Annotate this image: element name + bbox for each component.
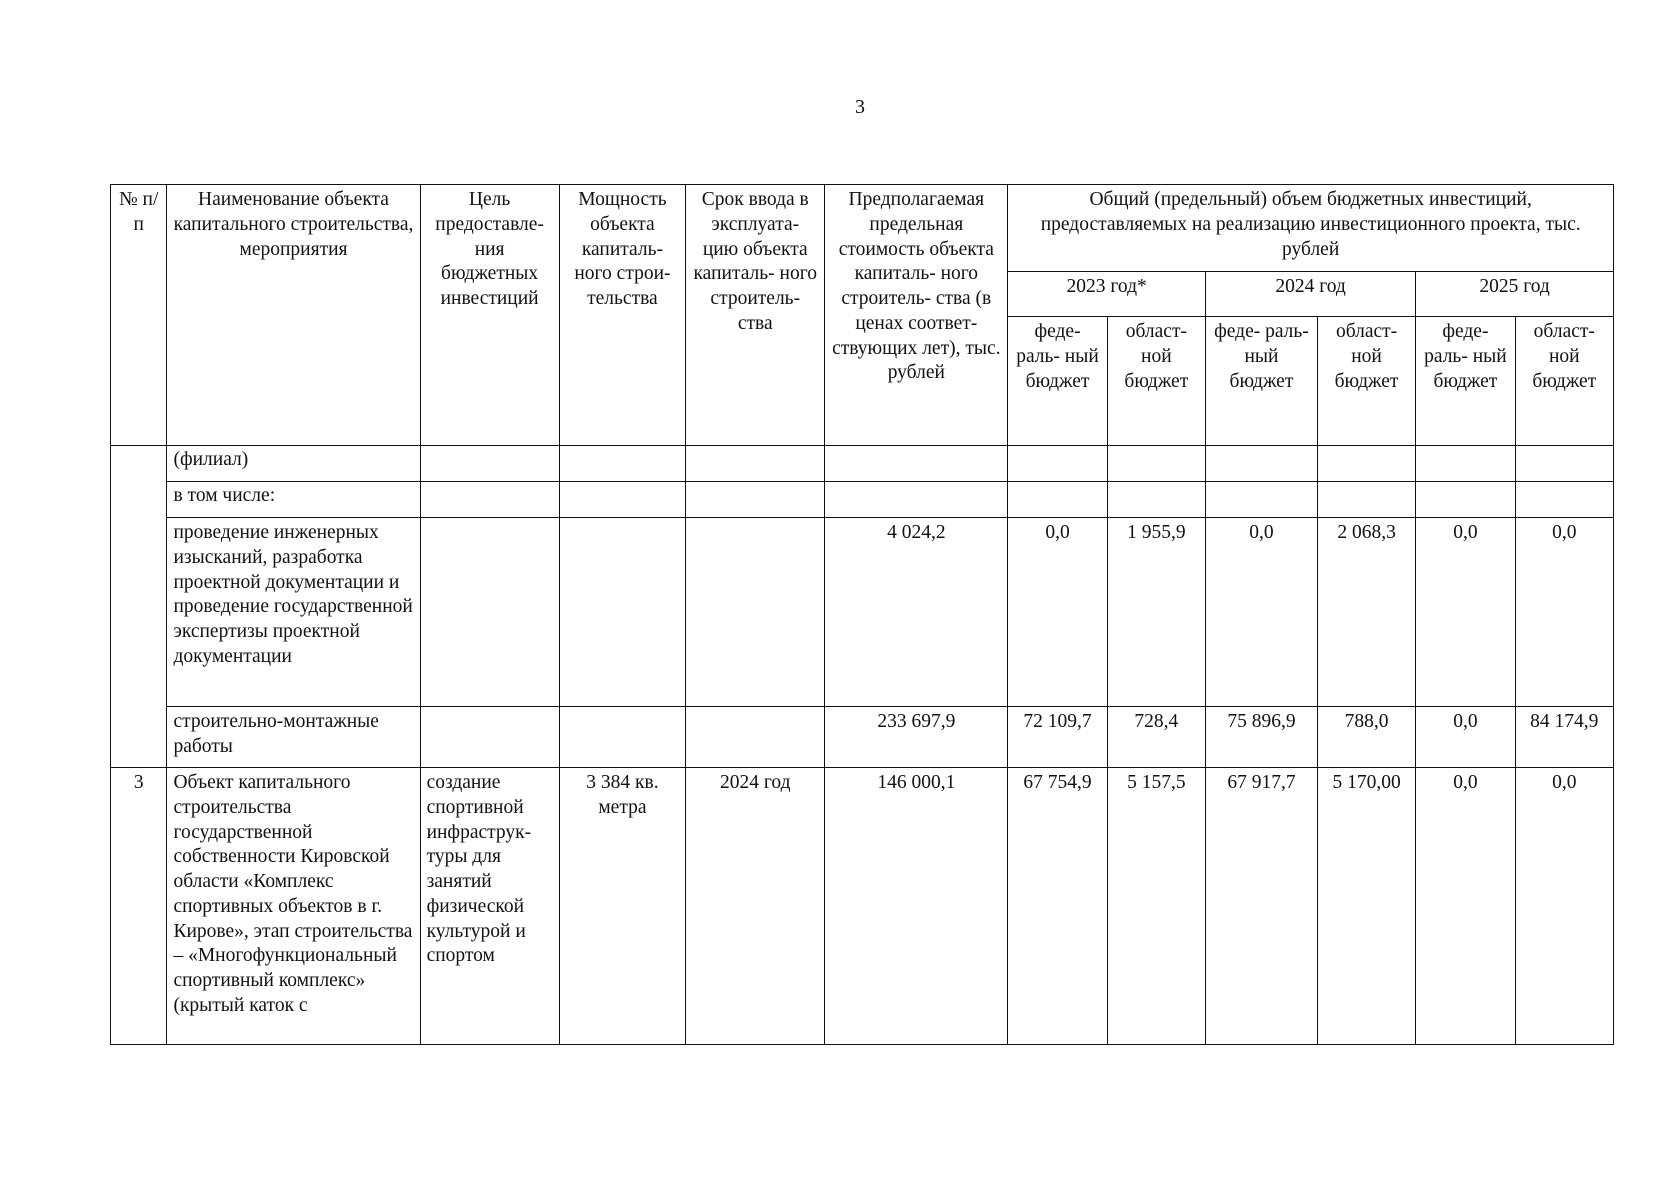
row-name-including: в том числе: (167, 482, 420, 518)
row-name-design: проведение инженерных изысканий, разработка проектной документации и проведение государственной экспертизы проектной документации (167, 518, 420, 707)
regional-2025-cell: 0,0 (1515, 518, 1613, 707)
header-year-2024: 2024 год (1206, 272, 1416, 317)
header-goal: Цель предоставле- ния бюджетных инвестиций (420, 185, 559, 446)
header-year-2025: 2025 год (1416, 272, 1614, 317)
regional-2024-cell: 5 170,00 (1317, 768, 1415, 1045)
term-cell: 2024 год (686, 768, 825, 1045)
empty-cell (1317, 482, 1415, 518)
cost-cell: 146 000,1 (825, 768, 1008, 1045)
row-name-filial: (филиал) (167, 446, 420, 482)
empty-cell (686, 518, 825, 707)
header-federal-2025: феде- раль- ный бюджет (1416, 317, 1515, 446)
empty-cell (420, 707, 559, 768)
empty-cell (825, 446, 1008, 482)
federal-2023-cell: 67 754,9 (1008, 768, 1107, 1045)
empty-cell (1008, 482, 1107, 518)
page-number: 3 (855, 96, 865, 118)
header-total-investment: Общий (предельный) объем бюджетных инвестиций, предоставляемых на реализацию инвестиционного проекта, тыс. рублей (1008, 185, 1614, 272)
empty-cell (1317, 446, 1415, 482)
table-row (111, 446, 1614, 482)
table-row (111, 482, 1614, 518)
federal-2023-cell: 72 109,7 (1008, 707, 1107, 768)
federal-2025-cell: 0,0 (1416, 707, 1515, 768)
header-regional-2024: област- ной бюджет (1317, 317, 1415, 446)
cost-cell: 233 697,9 (825, 707, 1008, 768)
row-num-cell (111, 446, 167, 768)
federal-2024-cell: 75 896,9 (1206, 707, 1318, 768)
header-federal-2024: феде- раль- ный бюджет (1206, 317, 1318, 446)
empty-cell (686, 446, 825, 482)
empty-cell (1107, 446, 1205, 482)
table-row (111, 707, 1614, 768)
empty-cell (686, 707, 825, 768)
empty-cell (825, 482, 1008, 518)
cost-cell: 4 024,2 (825, 518, 1008, 707)
header-regional-2025: област- ной бюджет (1515, 317, 1613, 446)
capacity-cell: 3 384 кв. метра (559, 768, 686, 1045)
federal-2023-cell: 0,0 (1008, 518, 1107, 707)
empty-cell (559, 707, 686, 768)
federal-2025-cell: 0,0 (1416, 518, 1515, 707)
investment-table (110, 184, 1614, 1045)
header-num: № п/п (111, 185, 167, 446)
empty-cell (686, 482, 825, 518)
regional-2023-cell: 1 955,9 (1107, 518, 1205, 707)
empty-cell (559, 518, 686, 707)
empty-cell (420, 446, 559, 482)
goal-cell: создание спортивной инфраструк- туры для занятий физической культурой и спортом (420, 768, 559, 1045)
header-federal-2023: феде- раль- ный бюджет (1008, 317, 1107, 446)
header-capacity: Мощность объекта капиталь- ного строи- тельства (559, 185, 686, 446)
table-row (111, 518, 1614, 707)
empty-cell (420, 518, 559, 707)
regional-2023-cell: 728,4 (1107, 707, 1205, 768)
regional-2025-cell: 84 174,9 (1515, 707, 1613, 768)
empty-cell (1515, 446, 1613, 482)
empty-cell (420, 482, 559, 518)
header-year-2023: 2023 год* (1008, 272, 1206, 317)
empty-cell (1515, 482, 1613, 518)
empty-cell (1416, 446, 1515, 482)
regional-2024-cell: 2 068,3 (1317, 518, 1415, 707)
empty-cell (1107, 482, 1205, 518)
empty-cell (1206, 482, 1318, 518)
federal-2024-cell: 67 917,7 (1206, 768, 1318, 1045)
empty-cell (1206, 446, 1318, 482)
header-regional-2023: област- ной бюджет (1107, 317, 1205, 446)
header-cost: Предполагаемая предельная стоимость объекта капиталь- ного строитель- ства (в ценах соответ- ствующих лет), тыс. рублей (825, 185, 1008, 446)
regional-2023-cell: 5 157,5 (1107, 768, 1205, 1045)
federal-2024-cell: 0,0 (1206, 518, 1318, 707)
federal-2025-cell: 0,0 (1416, 768, 1515, 1045)
empty-cell (559, 446, 686, 482)
empty-cell (1008, 446, 1107, 482)
regional-2025-cell: 0,0 (1515, 768, 1613, 1045)
row-name-object3: Объект капитального строительства государственной собственности Кировской области «Комплекс спортивных объектов в г. Кирове», этап строительства – «Многофункциональный спортивный комплекс» (крытый каток с (167, 768, 420, 1045)
regional-2024-cell: 788,0 (1317, 707, 1415, 768)
header-term: Срок ввода в эксплуата- цию объекта капиталь- ного строитель- ства (686, 185, 825, 446)
row-num-3: 3 (111, 768, 167, 1045)
header-name: Наименование объекта капитального строительства, мероприятия (167, 185, 420, 446)
empty-cell (559, 482, 686, 518)
table-row (111, 768, 1614, 1045)
empty-cell (1416, 482, 1515, 518)
row-name-construction: строительно-монтажные работы (167, 707, 420, 768)
